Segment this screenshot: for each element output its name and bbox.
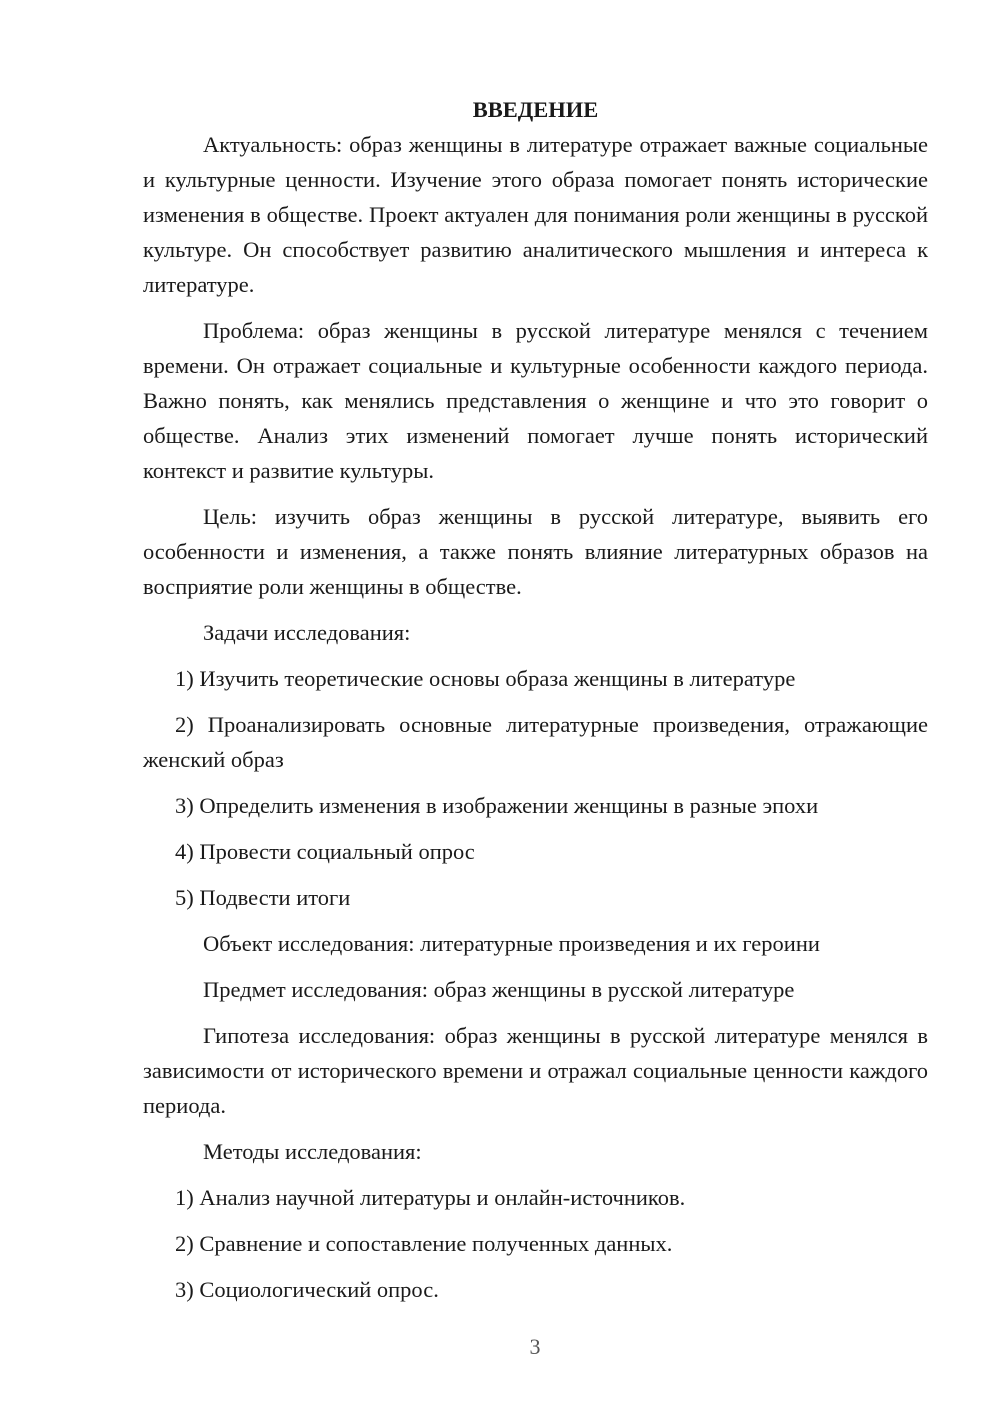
method-item-3: 3) Социологический опрос. (175, 1277, 439, 1302)
object-paragraph: Объект исследования: литературные произведения и их героини (203, 931, 820, 956)
tasks-title: Задачи исследования: (203, 620, 411, 645)
task-item-2: 2) Проанализировать основные литературные произведения, отражающие женский образ (143, 712, 928, 772)
method-item-2: 2) Сравнение и сопоставление полученных данных. (175, 1231, 673, 1256)
subject-paragraph: Предмет исследования: образ женщины в русской литературе (203, 977, 795, 1002)
task-item-5: 5) Подвести итоги (175, 885, 351, 910)
section-heading: ВВЕДЕНИЕ (472, 97, 599, 122)
problem-paragraph: Проблема: образ женщины в русской литературе менялся с течением времени. Он отражает социальные и культурные особенности каждого периода. Важно понять, как менялись представления о женщине и что это говорит о обществе. Анализ этих изменений помогает лучше понять исторический контекст и развитие культуры. (143, 318, 928, 483)
hypothesis-paragraph: Гипотеза исследования: образ женщины в русской литературе менялся в зависимости от исторического времени и отражал социальные ценности каждого периода. (143, 1023, 928, 1118)
page-number: 3 (529, 1334, 541, 1359)
task-item-4: 4) Провести социальный опрос (175, 839, 475, 864)
methods-title: Методы исследования: (203, 1139, 422, 1164)
task-item-3: 3) Определить изменения в изображении женщины в разные эпохи (175, 793, 819, 818)
method-item-1: 1) Анализ научной литературы и онлайн-источников. (175, 1185, 686, 1210)
document-page (143, 92, 928, 1307)
goal-paragraph: Цель: изучить образ женщины в русской литературе, выявить его особенности и изменения, а также понять влияние литературных образов на восприятие роли женщины в обществе. (143, 504, 928, 599)
relevance-paragraph: Актуальность: образ женщины в литературе отражает важные социальные и культурные ценности. Изучение этого образа помогает понять исторические изменения в обществе. Проект актуален для понимания роли женщины в русской культуре. Он способствует развитию аналитического мышления и интереса к литературе. (143, 132, 928, 297)
task-item-1: 1) Изучить теоретические основы образа женщины в литературе (175, 666, 796, 691)
